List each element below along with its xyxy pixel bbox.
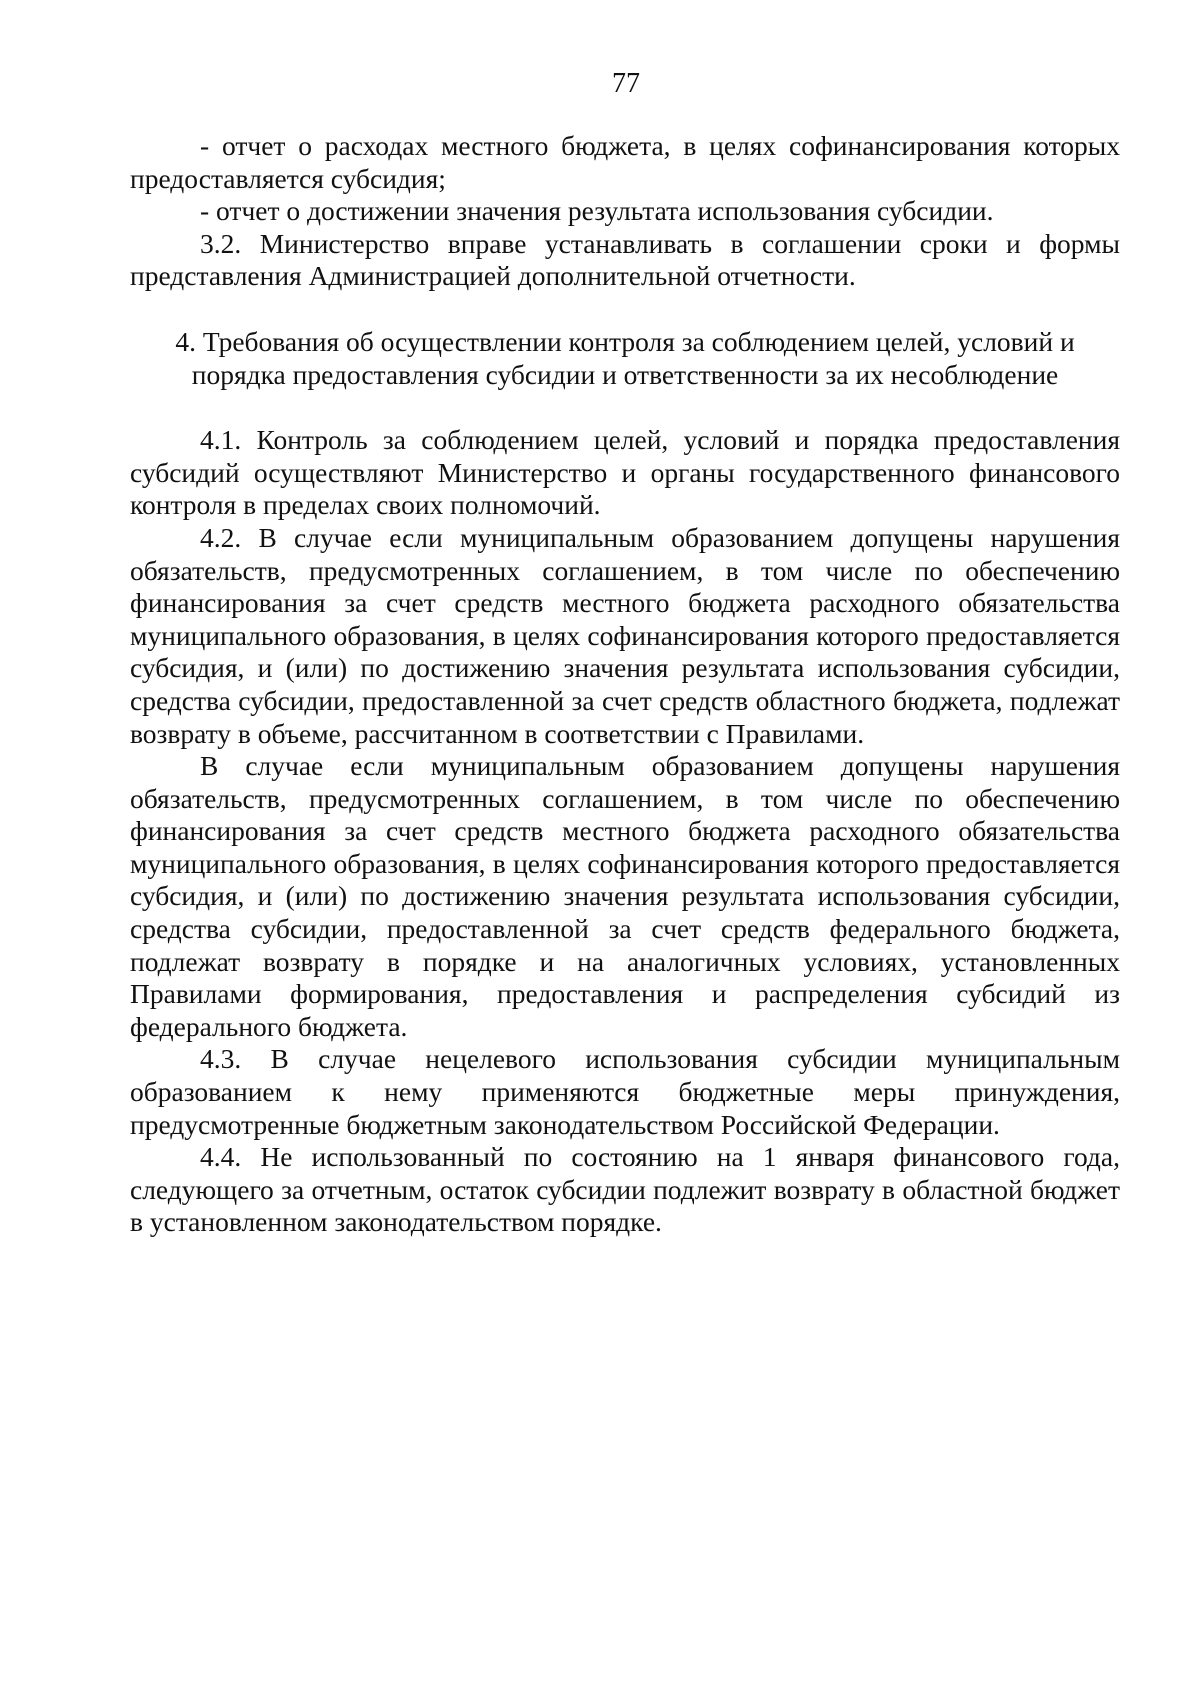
paragraph-3-2: 3.2. Министерство вправе устанавливать в соглашении сроки и формы представления Администрацией дополнительной отчетности. bbox=[130, 227, 1120, 292]
paragraph-4-2-federal: В случае если муниципальным образованием допущены нарушения обязательств, предусмотренных соглашением, в том числе по обеспечению финансирования за счет средств местного бюджета расходного обязательства муниципального образования, в целях софинансирования которого предоставляется субсидия, и (или) по достижению значения результата использования субсидии, средства субсидии, предоставленной за счет средств федерального бюджета, подлежат возврату в порядке и на аналогичных условиях, установленных Правилами формирования, предоставления и распределения субсидий из федерального бюджета. bbox=[130, 750, 1120, 1042]
spacer bbox=[130, 391, 1120, 424]
paragraph-report-expenses: - отчет о расходах местного бюджета, в целях софинансирования которых предоставляется субсидия; bbox=[130, 130, 1120, 194]
paragraph-4-4: 4.4. Не использованный по состоянию на 1 января финансового года, следующего за отчетным, остаток субсидии подлежит возврату в областной бюджет в установленном законодательством порядке. bbox=[130, 1141, 1120, 1238]
paragraph-report-result: - отчет о достижении значения результата использования субсидии. bbox=[200, 195, 994, 227]
page-number: 77 bbox=[612, 68, 640, 99]
paragraph-4-2: 4.2. В случае если муниципальным образованием допущены нарушения обязательств, предусмотренных соглашением, в том числе по обеспечению финансирования за счет средств местного бюджета расходного обязательства муниципального образования, в целях софинансирования которого предоставляется субсидия, и (или) по достижению значения результата использования субсидии, средства субсидии, предоставленной за счет средств областного бюджета, подлежат возврату в объеме, рассчитанном в соответствии с Правилами. bbox=[130, 521, 1120, 749]
section-heading: 4. Требования об осуществлении контроля за соблюдением целей, условий и порядка предоставления субсидии и ответственности за их несоблюдение bbox=[175, 325, 1075, 390]
paragraph-4-1: 4.1. Контроль за соблюдением целей, условий и порядка предоставления субсидий осуществляют Министерство и органы государственного финансового контроля в пределах своих полномочий. bbox=[130, 424, 1120, 521]
document-body bbox=[130, 130, 1120, 1239]
spacer bbox=[130, 293, 1120, 326]
paragraph-4-3: 4.3. В случае нецелевого использования субсидии муниципальным образованием к нему применяются бюджетные меры принуждения, предусмотренные бюджетным законодательством Российской Федерации. bbox=[130, 1043, 1120, 1140]
